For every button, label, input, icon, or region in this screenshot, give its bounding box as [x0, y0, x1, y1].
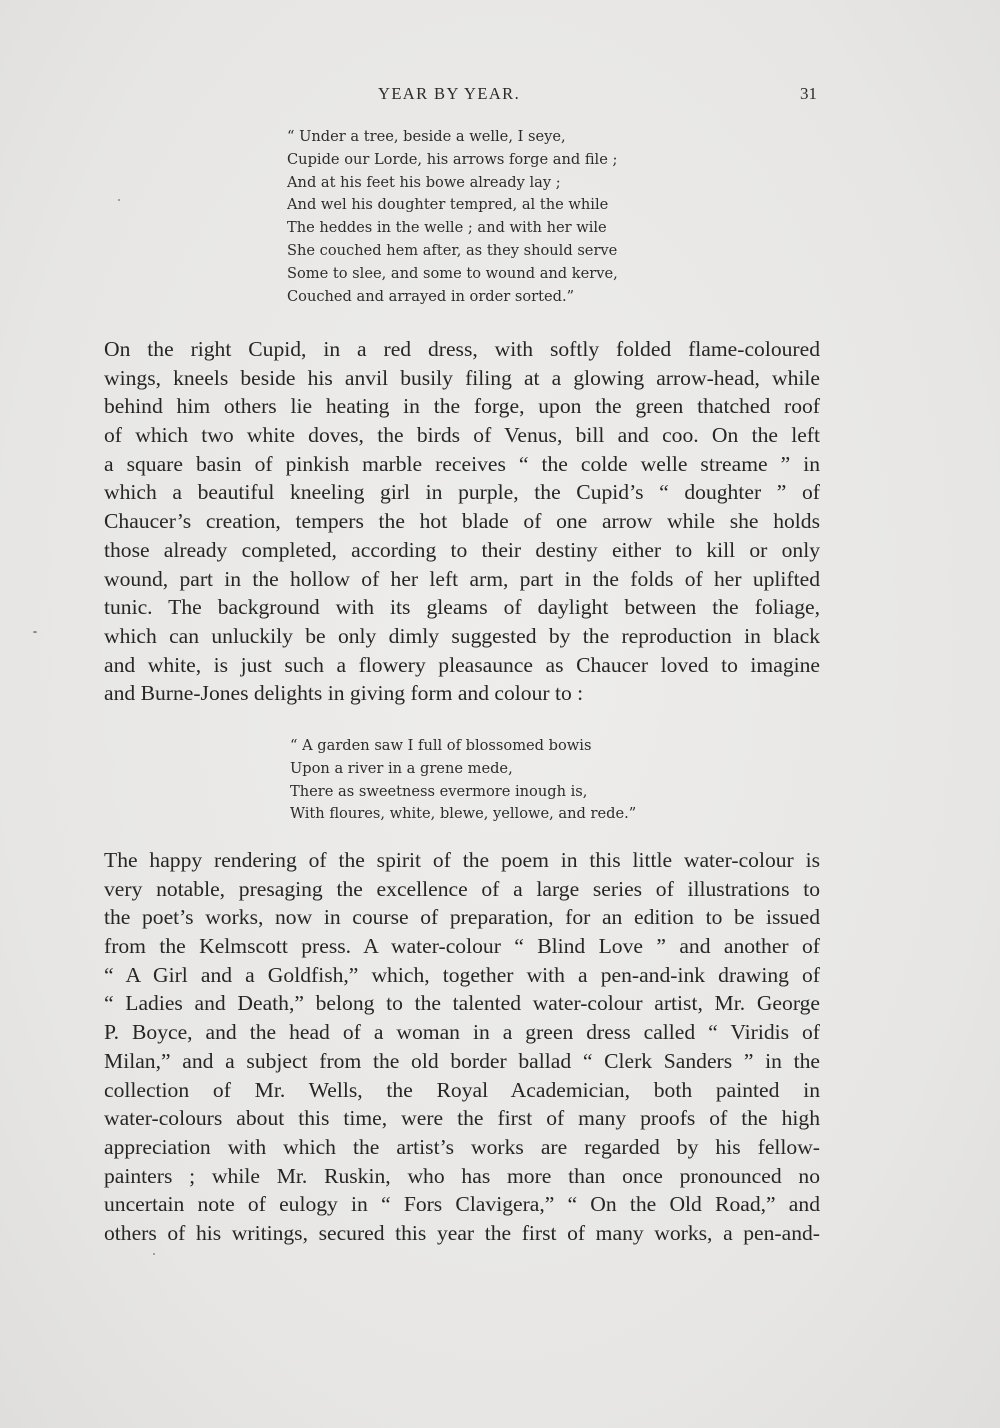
verse-quotation-chaucer	[287, 126, 618, 308]
paragraph-line: which a beautiful kneeling girl in purple, the Cupid’s “ doughter ” of	[104, 480, 820, 505]
paragraph-line: and white, is just such a flowery pleasaunce as Chaucer loved to imagine	[104, 652, 820, 677]
running-title: YEAR BY YEAR.	[378, 84, 521, 103]
verse-line: “ A garden saw I full of blossomed bowis	[290, 737, 592, 754]
verse-line: Upon a river in a grene mede,	[290, 759, 513, 777]
paper-speck	[118, 199, 120, 201]
body-paragraph-watercolour	[104, 846, 820, 1248]
paragraph-line: which can unluckily be only dimly suggested by the reproduction in black	[104, 623, 820, 648]
verse-line: With floures, white, blewe, yellowe, and rede.”	[290, 805, 637, 823]
paper-speck	[33, 631, 37, 633]
verse-line: There as sweetness evermore inough is,	[290, 782, 588, 800]
paragraph-line: a square basin of pinkish marble receives “ the colde welle streame ” in	[104, 451, 820, 476]
paragraph-line: Chaucer’s creation, tempers the hot blade of one arrow while she holds	[104, 509, 820, 534]
paragraph-line: On the right Cupid, in a red dress, with softly folded flame-coloured	[104, 337, 820, 361]
paper-speck	[153, 1253, 155, 1255]
paragraph-line: wound, part in the hollow of her left arm, part in the folds of her uplifted	[104, 566, 820, 591]
paragraph-line: tunic. The background with its gleams of daylight between the foliage,	[104, 595, 820, 620]
body-paragraph-cupid	[104, 335, 820, 708]
paragraph-line: others of his writings, secured this year the first of many works, a pen-and-	[104, 1220, 820, 1245]
paragraph-line: those already completed, according to their destiny either to kill or only	[104, 537, 820, 562]
paragraph-line: “ Ladies and Death,” belong to the talented water-colour artist, Mr. George	[104, 991, 820, 1016]
paragraph-line: wings, kneels beside his anvil busily filing at a glowing arrow-head, while	[104, 365, 820, 390]
verse-line: Cupide our Lorde, his arrows forge and file ;	[287, 150, 618, 168]
paragraph-line: “ A Girl and a Goldfish,” which, together with a pen-and-ink drawing of	[104, 962, 820, 987]
verse-line: The heddes in the welle ; and with her wile	[287, 219, 607, 237]
running-head	[0, 84, 1000, 108]
paragraph-line: uncertain note of eulogy in “ Fors Clavigera,” “ On the Old Road,” and	[104, 1192, 820, 1217]
verse-line: “ Under a tree, beside a welle, I seye,	[287, 128, 566, 145]
paragraph-line: from the Kelmscott press. A water-colour “ Blind Love ” and another of	[104, 934, 820, 959]
paragraph-line: water-colours about this time, were the first of many proofs of the high	[104, 1106, 820, 1131]
paragraph-line: painters ; while Mr. Ruskin, who has more than once pronounced no	[104, 1163, 820, 1188]
paragraph-line: very notable, presaging the excellence of a large series of illustrations to	[104, 876, 820, 901]
verse-line: Couched and arrayed in order sorted.”	[287, 287, 575, 305]
verse-line: Some to slee, and some to wound and kerve,	[287, 264, 618, 282]
paragraph-line: P. Boyce, and the head of a woman in a green dress called “ Viridis of	[104, 1020, 820, 1045]
paragraph-line: the poet’s works, now in course of preparation, for an edition to be issued	[104, 905, 820, 930]
page-number: 31	[800, 84, 817, 103]
paragraph-line: of which two white doves, the birds of Venus, bill and coo. On the left	[104, 423, 820, 448]
verse-line: And at his feet his bowe already lay ;	[287, 173, 561, 191]
paragraph-line: and Burne-Jones delights in giving form and colour to :	[104, 681, 584, 706]
paragraph-line: Milan,” and a subject from the old border ballad “ Clerk Sanders ” in the	[104, 1048, 820, 1073]
paragraph-line: behind him others lie heating in the forge, upon the green thatched roof	[104, 394, 820, 419]
verse-quotation-garden	[290, 735, 636, 826]
paragraph-line: appreciation with which the artist’s works are regarded by his fellow-	[104, 1134, 820, 1159]
paragraph-line: collection of Mr. Wells, the Royal Academician, both painted in	[104, 1077, 820, 1102]
verse-line: She couched hem after, as they should serve	[287, 241, 618, 259]
verse-line: And wel his doughter tempred, al the while	[287, 196, 609, 214]
paragraph-line: The happy rendering of the spirit of the poem in this little water-colour is	[104, 848, 820, 872]
